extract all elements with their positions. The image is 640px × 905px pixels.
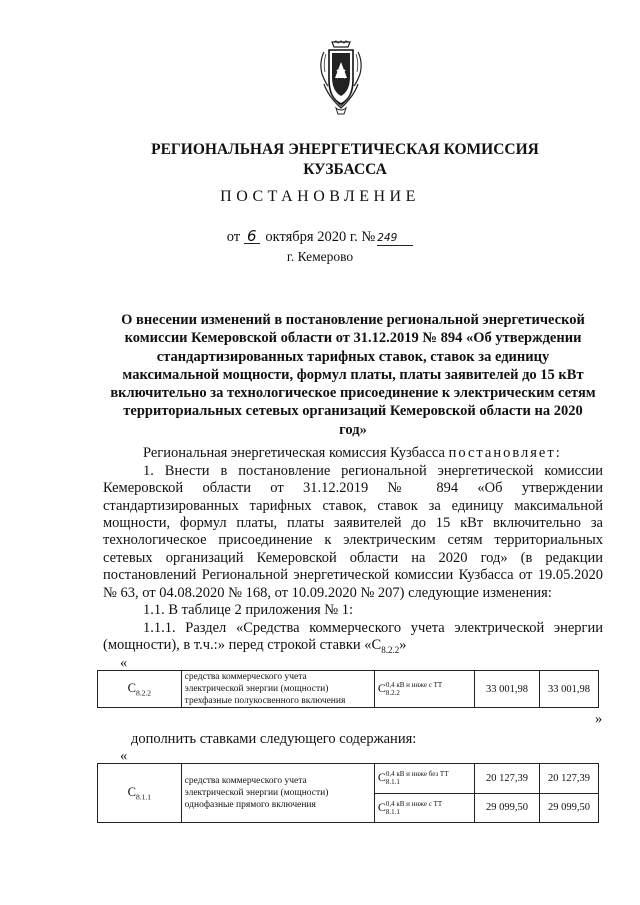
- paragraph-1-1-1-line-1: 1.1.1. Раздел «Средства коммерческого учета электрической энергии: [143, 619, 603, 636]
- coat-of-arms-emblem: [318, 40, 364, 116]
- document-type: ПОСТАНОВЛЕНИЕ: [220, 188, 420, 205]
- condition-indices: [386, 770, 449, 786]
- paragraph-1-line-1: 1. Внести в постановление региональной энергетической комиссии: [143, 462, 603, 479]
- condition-subscript: 8.2.2: [385, 689, 400, 698]
- condition-symbol: С: [377, 799, 386, 814]
- description-line: электрической энергии (мощности): [184, 788, 329, 798]
- table-row: [98, 671, 599, 708]
- add-rates-paragraph: дополнить ставками следующего содержания:: [131, 731, 417, 747]
- organization-line-1: РЕГИОНАЛЬНАЯ ЭНЕРГЕТИЧЕСКАЯ КОМИССИЯ: [151, 141, 539, 158]
- rate-condition-cell: [374, 671, 474, 708]
- city: г. Кемерово: [286, 249, 354, 264]
- description-line: средства коммерческого учета: [184, 776, 307, 786]
- intro-decree-word: постановляет:: [448, 445, 562, 461]
- rate-description-cell: [181, 764, 374, 823]
- date-prefix: от: [226, 229, 241, 245]
- description-line: трехфазные полукосвенного включения: [184, 696, 346, 706]
- intro-text: Региональная энергетическая комиссия Кузбасса: [143, 445, 445, 461]
- rate-code-subscript: 8.1.1: [136, 792, 151, 802]
- description-line: однофазные прямого включения: [184, 800, 316, 810]
- rate-value-cell: 29 099,50: [540, 793, 599, 823]
- rate-condition-cell: [374, 793, 474, 823]
- date-line: [0, 229, 640, 246]
- condition-indices: [386, 681, 442, 697]
- rate-value-cell: 20 127,39: [540, 764, 599, 794]
- opening-quote-2: «: [120, 748, 128, 764]
- paragraph-1-1: 1.1. В таблице 2 приложения № 1:: [143, 602, 354, 618]
- rate-code: С: [127, 784, 136, 799]
- rate-code-cell: [98, 671, 182, 708]
- rate-code-subscript: 8.2.2: [136, 688, 151, 698]
- condition-symbol: С: [377, 680, 386, 695]
- condition-superscript: 0,4 кВ и ниже с ТТ: [385, 799, 443, 808]
- paragraph-1-line-2: Кемеровской области от 31.12.2019 № 894 «Об утверждении: [103, 480, 603, 496]
- document-subject: О внесении изменений в постановление региональной энергетической комиссии Кемеровской области от 31.12.2019 № 894 «Об утверждении стандартизированных тарифных ставок, ставок за единицу максимальной мощности, формул платы, платы заявителей до 15 кВт включительно за технологическое присоединение к электрическим сетям территориальных сетевых организаций Кемеровской области на 2020 год»: [110, 312, 596, 438]
- rate-code-cell: [98, 764, 182, 823]
- handwritten-day: 6: [244, 229, 260, 244]
- rate-value-cell: 33 001,98: [475, 671, 540, 708]
- rate-subscript: 8.2.2: [381, 644, 400, 655]
- description-line: электрической энергии (мощности): [184, 684, 329, 694]
- intro-paragraph: [103, 445, 603, 462]
- paragraph-1-rest: стандартизированных тарифных ставок, ставок за единицу максимальной мощности, формул платы, платы заявителей до 15 кВт включительно за технологическое присоединение к электрическим сетям территориальных сетевых организаций Кемеровской области на 2020 год» (в редакции постановлений Региональной энергетической комиссии Кузбасса от 19.05.2020 № 63, от 04.08.2020 № 168, от 10.09.2020 № 207) следующие изменения:: [103, 497, 603, 601]
- paragraph-1-1-1-text: (мощности), в т.ч.:» перед строкой ставки «С: [103, 637, 382, 653]
- rate-value-cell: 20 127,39: [475, 764, 540, 794]
- condition-superscript: 0,4 кВ и ниже с ТТ: [385, 681, 443, 690]
- rate-table-new: [97, 763, 599, 823]
- closing-quote-1: »: [595, 711, 603, 727]
- rate-value-cell: 33 001,98: [540, 671, 599, 708]
- quote-end: »: [399, 637, 407, 653]
- condition-symbol: С: [377, 770, 386, 785]
- description-line: средства коммерческого учета: [184, 672, 307, 682]
- rate-description-cell: [181, 671, 374, 708]
- rate-code: С: [127, 680, 136, 695]
- condition-subscript: 8.1.1: [385, 807, 400, 816]
- condition-superscript: 0,4 кВ и ниже без ТТ: [385, 770, 449, 779]
- rate-value-cell: 29 099,50: [475, 793, 540, 823]
- handwritten-number: 249: [377, 231, 413, 246]
- condition-indices: [386, 800, 442, 816]
- table-row: [98, 764, 599, 794]
- date-rest: октября 2020 г. №: [265, 229, 376, 245]
- rate-condition-cell: [374, 764, 474, 794]
- organization-name: [150, 140, 540, 180]
- paragraph-1-1-1-line-2: [103, 637, 603, 659]
- rate-table-existing: [97, 670, 599, 708]
- organization-line-2: КУЗБАССА: [303, 161, 387, 178]
- opening-quote-1: «: [120, 655, 128, 671]
- condition-subscript: 8.1.1: [385, 778, 400, 787]
